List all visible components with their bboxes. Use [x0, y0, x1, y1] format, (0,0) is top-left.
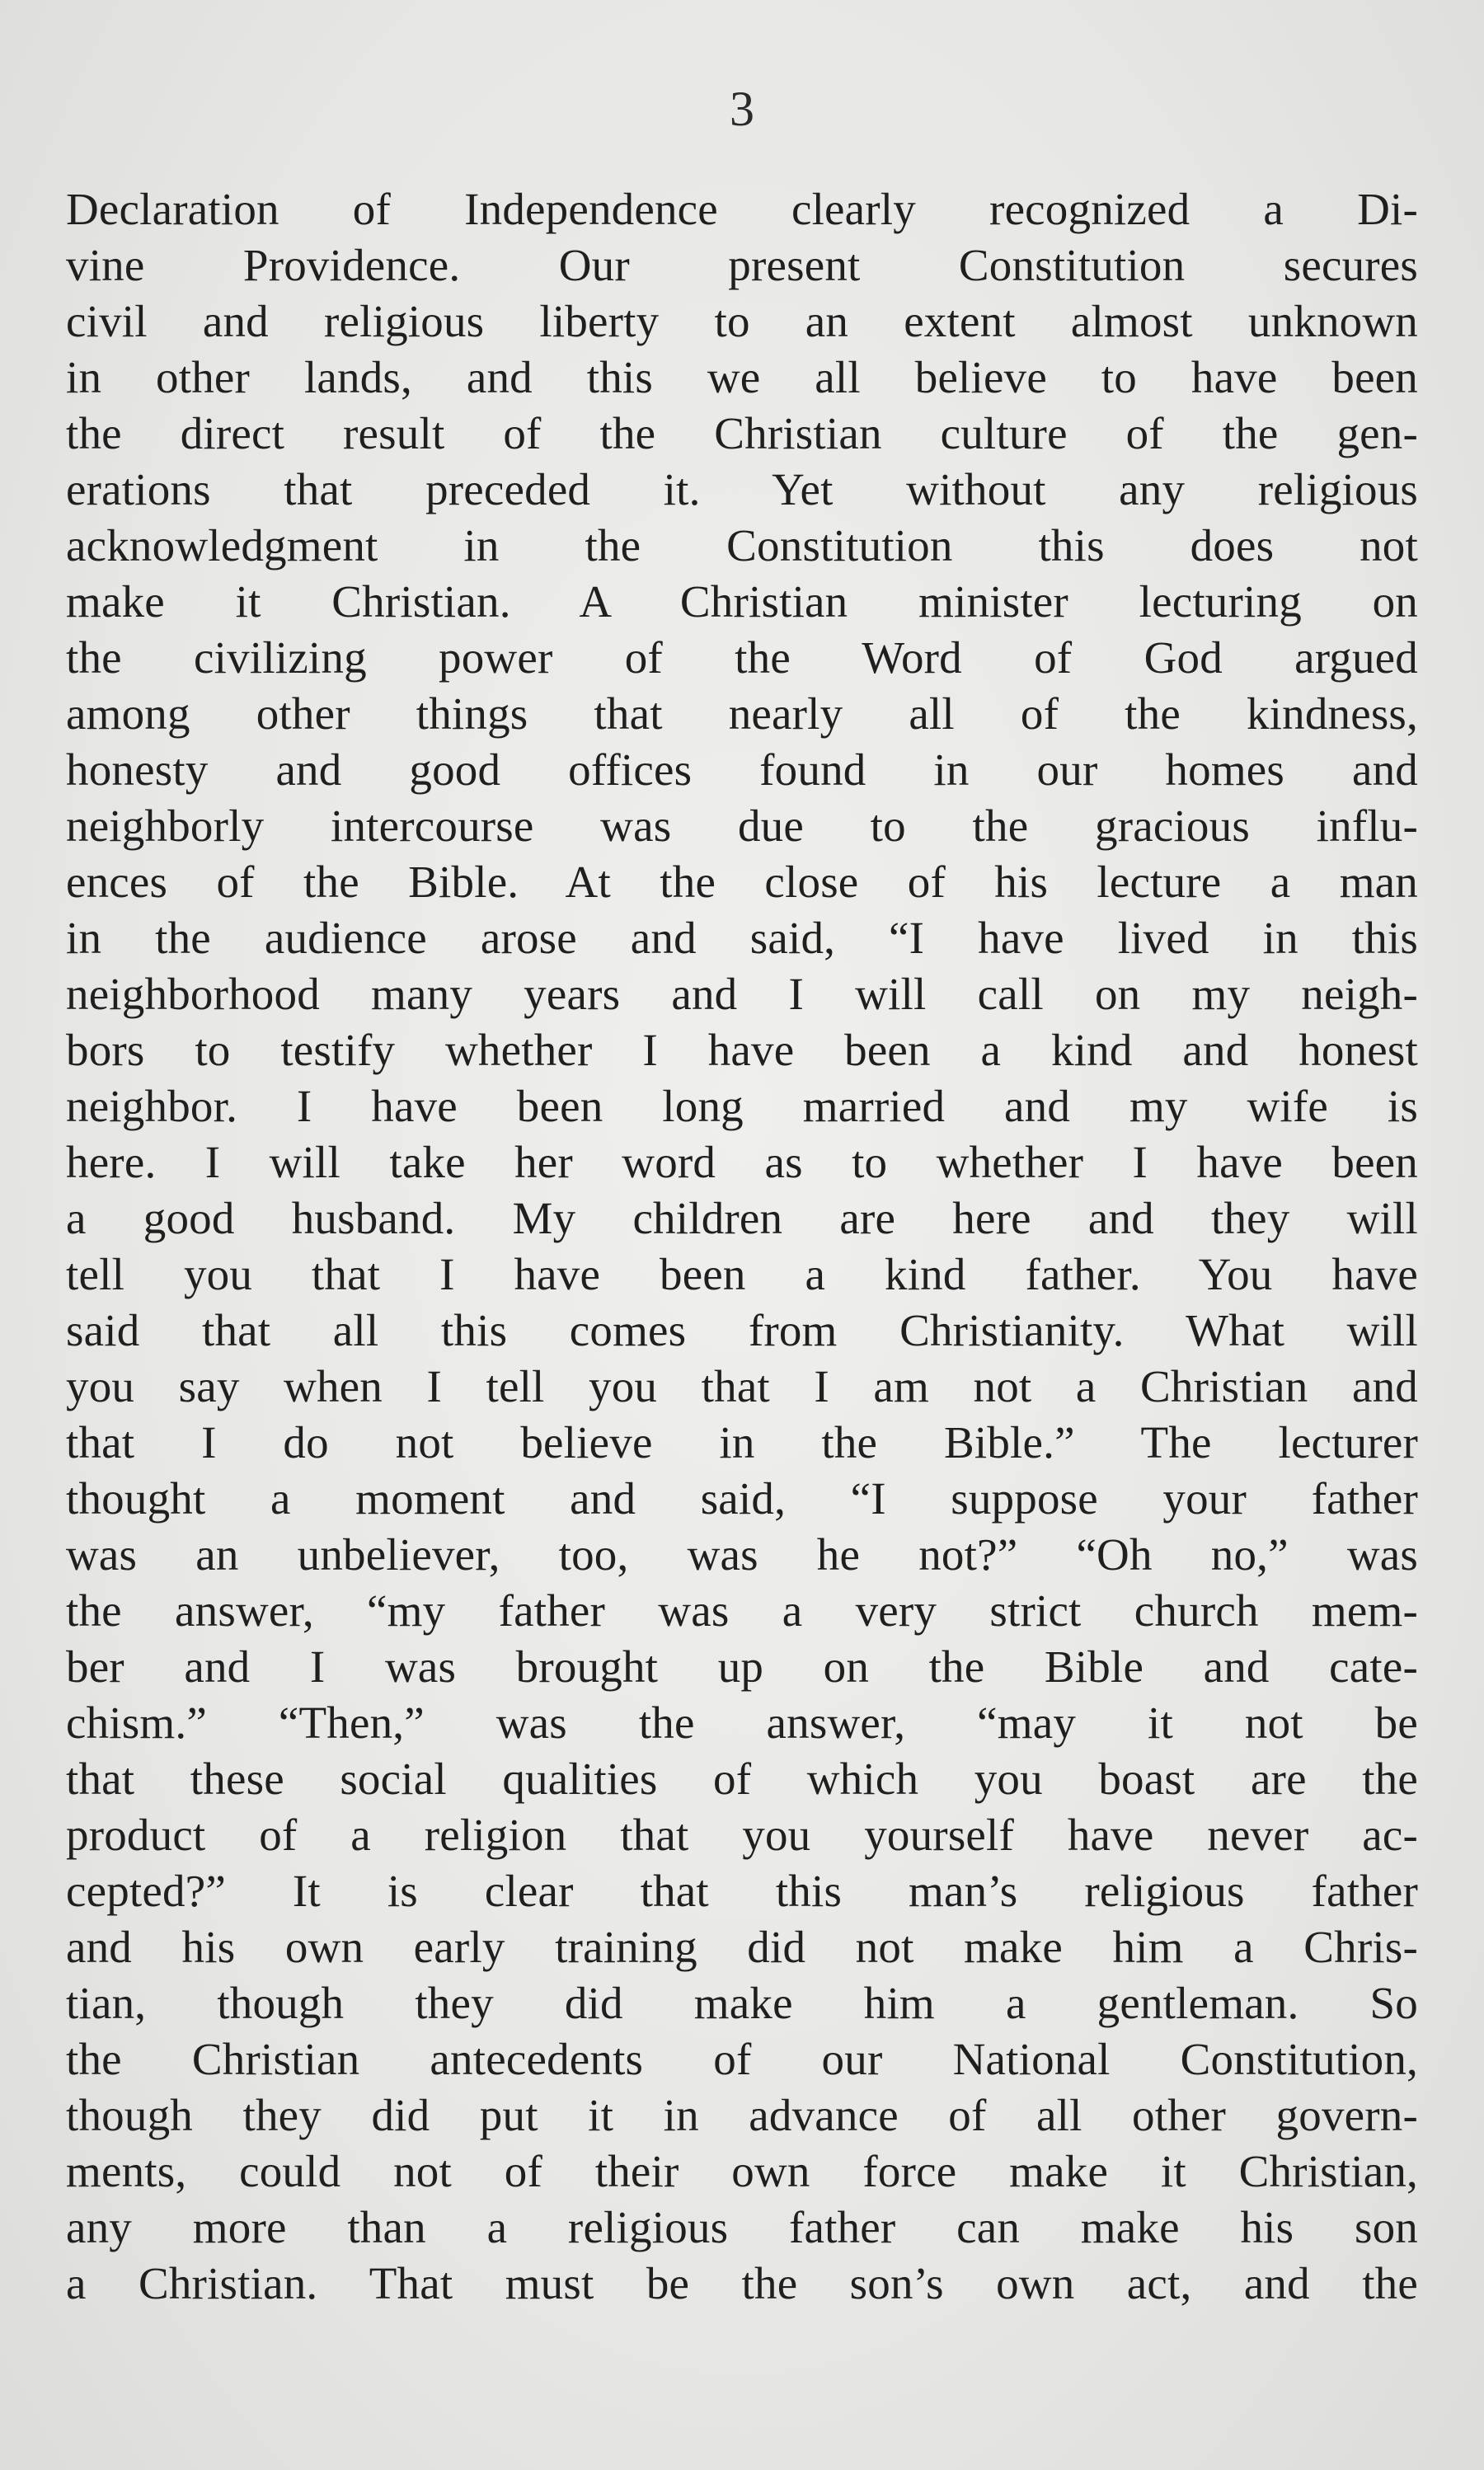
text-line: the answer, “my father was a very strict church mem-: [66, 1585, 1418, 1636]
text-line: that these social qualities of which you boast are the: [66, 1754, 1418, 1804]
text-line: in the audience arose and said, “I have lived in this: [66, 913, 1418, 963]
text-line: make it Christian. A Christian minister lecturing on: [66, 576, 1418, 627]
text-line: chism.” “Then,” was the answer, “may it not be: [66, 1698, 1418, 1748]
text-line: ments, could not of their own force make it Christian,: [66, 2146, 1418, 2196]
text-line: neighborhood many years and I will call on my neigh-: [66, 969, 1418, 1019]
text-line: among other things that nearly all of the kindness,: [66, 688, 1418, 739]
page-number: 3: [730, 82, 754, 136]
text-line: was an unbeliever, too, was he not?” “Oh no,” was: [66, 1529, 1418, 1580]
text-line: the civilizing power of the Word of God argued: [66, 632, 1418, 683]
text-line: a Christian. That must be the son’s own act, and the: [66, 2258, 1418, 2308]
text-line: you say when I tell you that I am not a Christian and: [66, 1361, 1418, 1411]
text-line: vine Providence. Our present Constitution secures: [66, 240, 1418, 290]
text-line: tian, though they did make him a gentleman. So: [66, 1978, 1418, 2028]
text-line: civil and religious liberty to an extent almost unknown: [66, 296, 1418, 346]
text-line: acknowledgment in the Constitution this does not: [66, 520, 1418, 571]
body-text: [66, 183, 1418, 2313]
text-line: Declaration of Independence clearly recognized a Di-: [66, 184, 1418, 234]
text-line: said that all this comes from Christianity. What will: [66, 1305, 1418, 1355]
text-line: here. I will take her word as to whether I have been: [66, 1137, 1418, 1187]
text-line: ber and I was brought up on the Bible and cate-: [66, 1641, 1418, 1692]
text-line: erations that preceded it. Yet without any religious: [66, 464, 1418, 514]
text-line: that I do not believe in the Bible.” The lecturer: [66, 1417, 1418, 1467]
text-line: the direct result of the Christian culture of the gen-: [66, 408, 1418, 458]
text-line: though they did put it in advance of all other govern-: [66, 2090, 1418, 2140]
text-line: the Christian antecedents of our National Constitution,: [66, 2034, 1418, 2084]
text-line: thought a moment and said, “I suppose your father: [66, 1473, 1418, 1524]
text-line: neighborly intercourse was due to the gracious influ-: [66, 801, 1418, 851]
text-line: honesty and good offices found in our homes and: [66, 744, 1418, 795]
text-line: ences of the Bible. At the close of his lecture a man: [66, 857, 1418, 907]
text-line: in other lands, and this we all believe to have been: [66, 352, 1418, 402]
text-line: cepted?” It is clear that this man’s religious father: [66, 1866, 1418, 1916]
text-line: neighbor. I have been long married and my wife is: [66, 1081, 1418, 1131]
text-line: tell you that I have been a kind father. You have: [66, 1249, 1418, 1299]
text-line: bors to testify whether I have been a kind and honest: [66, 1025, 1418, 1075]
text-line: a good husband. My children are here and they will: [66, 1193, 1418, 1243]
text-line: and his own early training did not make him a Chris-: [66, 1922, 1418, 1972]
text-line: product of a religion that you yourself have never ac-: [66, 1810, 1418, 1860]
text-line: any more than a religious father can make his son: [66, 2202, 1418, 2252]
